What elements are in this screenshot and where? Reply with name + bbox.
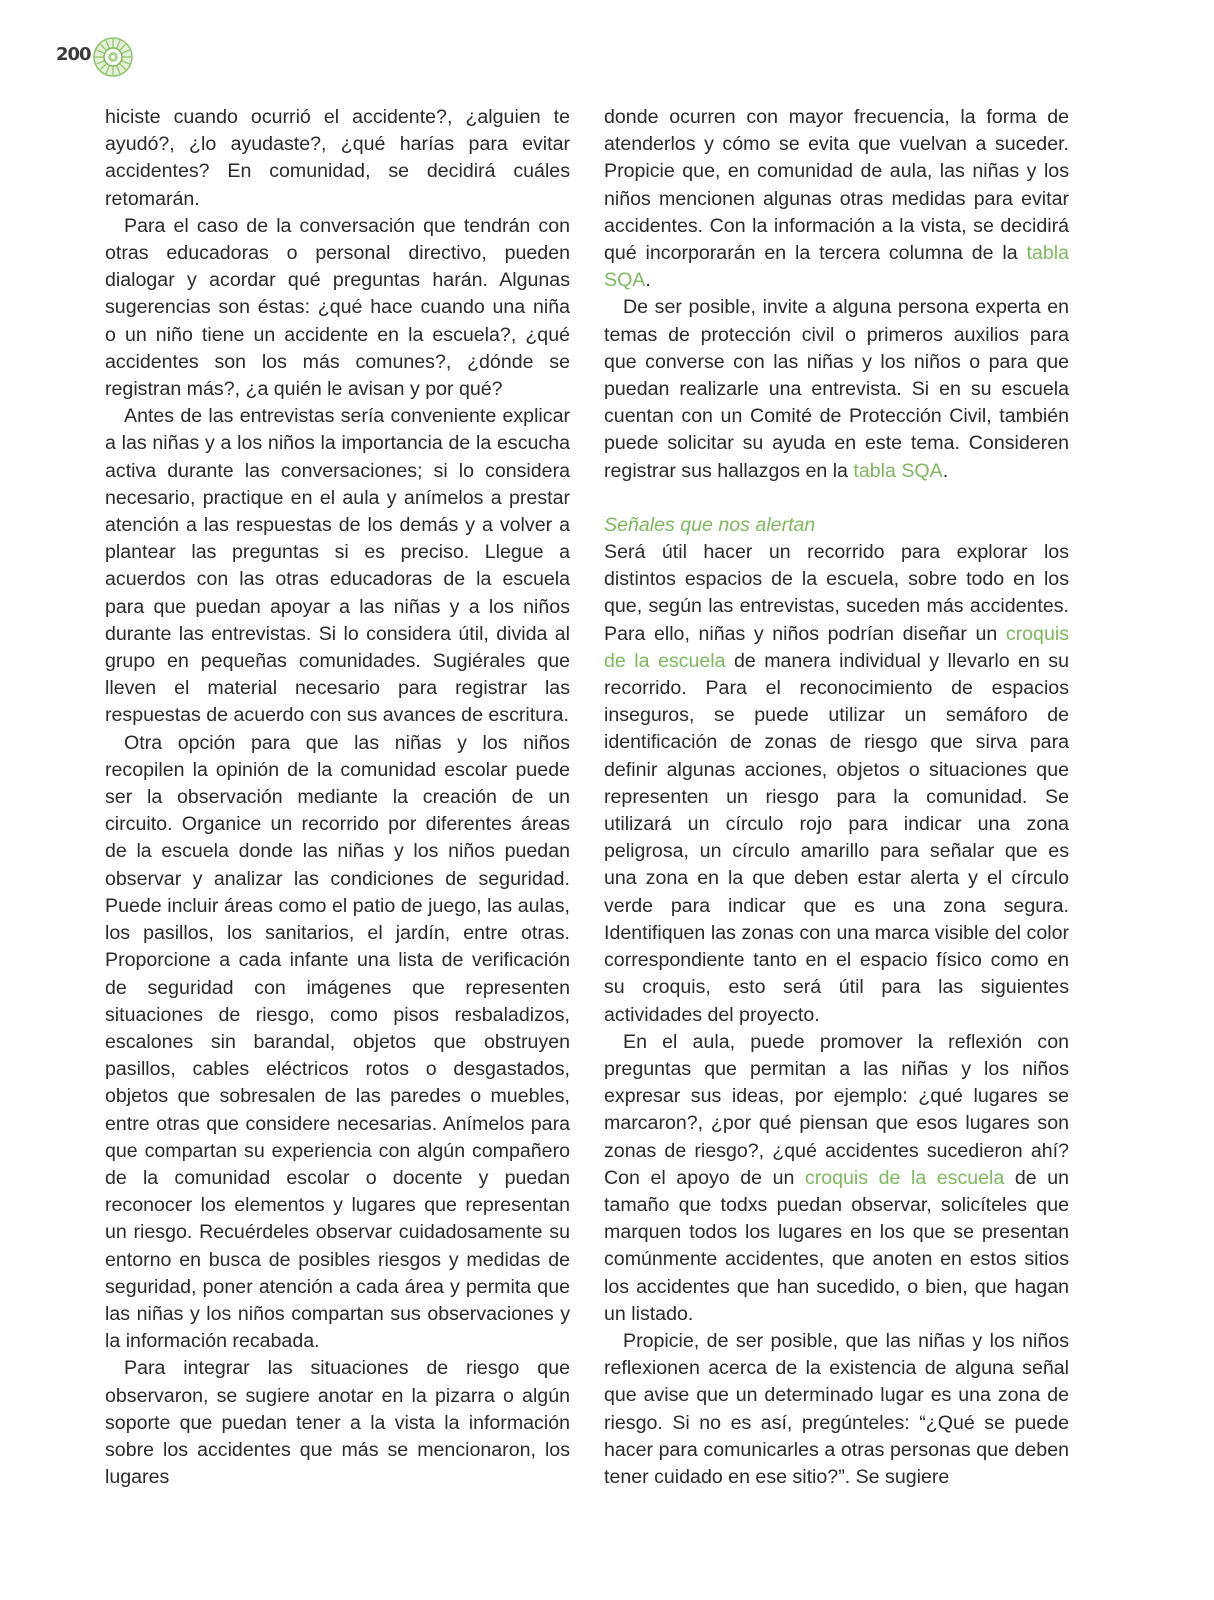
paragraph: Para el caso de la conversación que tendrán con otras educadoras o personal directivo, pueden dialogar y acordar qué preguntas harán. Algunas sugerencias son éstas: ¿qué hace cuando una niña o un niño tiene un accidente en la escuela?, ¿qué accidentes son los más comunes?, ¿dónde se registran más?, ¿a quién le avisan y por qué? <box>105 214 570 401</box>
paragraph <box>604 539 1069 1029</box>
tabla-sqa-link[interactable]: tabla SQA <box>604 242 1069 292</box>
paragraph-text: De ser posible, invite a alguna persona experta en temas de protección civil o primeros auxilios para que converse con las niñas y los niños o para que puedan realizarle una entrevista. Si en su escuela cuentan con un Comité de Protección Civil, también puede solicitar su ayuda en este tema. Consideren registrar sus hallazgos en la <box>604 296 1069 482</box>
paragraph-text: . <box>942 459 949 482</box>
croquis-link[interactable]: croquis de la escuela <box>604 622 1069 672</box>
right-column <box>604 104 1069 1491</box>
paragraph <box>604 294 1069 484</box>
paragraph-text: Será útil hacer un recorrido para explorar los distintos espacios de la escuela, sobre todo en los que, según las entrevistas, suceden más accidentes. Para ello, niñas y niños podrían diseñar un <box>604 541 1069 645</box>
paragraph-text: de manera individual y llevarlo en su recorrido. Para el reconocimiento de espacios inseguros, se puede utilizar un semáforo de identificación de zonas de riesgo que sirva para definir algunas acciones, objetos o situaciones que representen un riesgo para la comunidad. Se utilizará un círculo rojo para indicar una zona peligrosa, un círculo amarillo para señalar que es una zona en la que deben estar alerta y el círculo verde para indicar que es una zona segura. Identifiquen las zonas con una marca visible del color correspondiente tanto en el espacio físico como en su croquis, esto será útil para las siguientes actividades del proyecto. <box>604 649 1069 1026</box>
green-circular-emblem-icon <box>92 36 134 78</box>
paragraph-text: En el aula, puede promover la reflexión con preguntas que permitan a las niñas y los niños expresar sus ideas, por ejemplo: ¿qué lugares se marcaron?, ¿por qué piensan que esos lugares son zonas de riesgo?, ¿qué accidentes sucedieron ahí? Con el apoyo de un <box>604 1030 1069 1189</box>
croquis-link[interactable]: croquis de la escuela <box>804 1166 1005 1189</box>
paragraph: Para integrar las situaciones de riesgo que observaron, se sugiere anotar en la pizarra o algún soporte que puedan tener a la vista la información sobre los accidentes que más se mencionaron, los lugares <box>105 1357 570 1489</box>
paragraph: Otra opción para que las niñas y los niños recopilen la opinión de la comunidad escolar puede ser la observación mediante la creación de un circuito. Organice un recorrido por diferentes áreas de la escuela donde las niñas y los niños puedan observar y analizar las condiciones de seguridad. Puede incluir áreas como el patio de juego, las aulas, los pasillos, los sanitarios, el jardín, entre otras. Proporcione a cada infante una lista de verificación de seguridad con imágenes que representen situaciones de riesgo, como pisos resbaladizos, escalones sin barandal, objetos que obstruyen pasillos, cables eléctricos rotos o desgastados, objetos que sobresalen de las paredes o muebles, entre otras que considere necesarias. Anímelos para que compartan su experiencia con algún compañero de la comunidad escolar o docente y puedan reconocer los elementos y lugares que representan un riesgo. Recuérdeles observar cuidadosamente su entorno en busca de posibles riesgos y medidas de seguridad, poner atención a cada área y permita que las niñas y los niños compartan sus observaciones y la información recabada. <box>105 731 570 1353</box>
paragraph-text: de un tamaño que todxs puedan observar, solicíteles que marquen todos los lugares en los que se presentan comúnmente accidentes, que anoten en estos sitios los accidentes que han sucedido, o bien, que hagan un listado. <box>604 1166 1069 1325</box>
section-subheading: Señales que nos alertan <box>604 513 816 536</box>
paragraph-text: donde ocurren con mayor frecuencia, la forma de atenderlos y cómo se evita que vuelvan a suceder. Propicie que, en comunidad de aula, las niñas y los niños mencionen algunas otras medidas para evitar accidentes. Con la información a la vista, se decidirá qué incorporarán en la tercera columna de la <box>604 106 1069 265</box>
paragraph-text: . <box>645 269 651 292</box>
left-column <box>105 104 570 1491</box>
paragraph: Propicie, de ser posible, que las niñas y los niños reflexionen acerca de la existencia de alguna señal que avise que un determinado lugar es una zona de riesgo. Si no es así, pregúnteles: “¿Qué se puede hacer para comunicarles a otras personas que deben tener cuidado en ese sitio?”. Se sugiere <box>604 1329 1069 1488</box>
paragraph: hiciste cuando ocurrió el accidente?, ¿alguien te ayudó?, ¿lo ayudaste?, ¿qué harías para evitar accidentes? En comunidad, se decidirá cuáles retomarán. <box>105 106 570 210</box>
tabla-sqa-link[interactable]: tabla SQA <box>853 459 943 482</box>
paragraph <box>604 104 1069 294</box>
page-number: 200 <box>56 44 91 65</box>
paragraph <box>604 1029 1069 1328</box>
paragraph: Antes de las entrevistas sería conveniente explicar a las niñas y a los niños la importancia de la escucha activa durante las conversaciones; si lo considera necesario, practique en el aula y anímelos a prestar atención a las respuestas de los demás y a volver a plantear las preguntas si es preciso. Llegue a acuerdos con las otras educadoras de la escuela para que puedan apoyar a las niñas y a los niños durante las entrevistas. Si lo considera útil, divida al grupo en pequeñas comunidades. Sugiérales que lleven el material necesario para registrar las respuestas de acuerdo con sus avances de escritura. <box>105 405 570 727</box>
